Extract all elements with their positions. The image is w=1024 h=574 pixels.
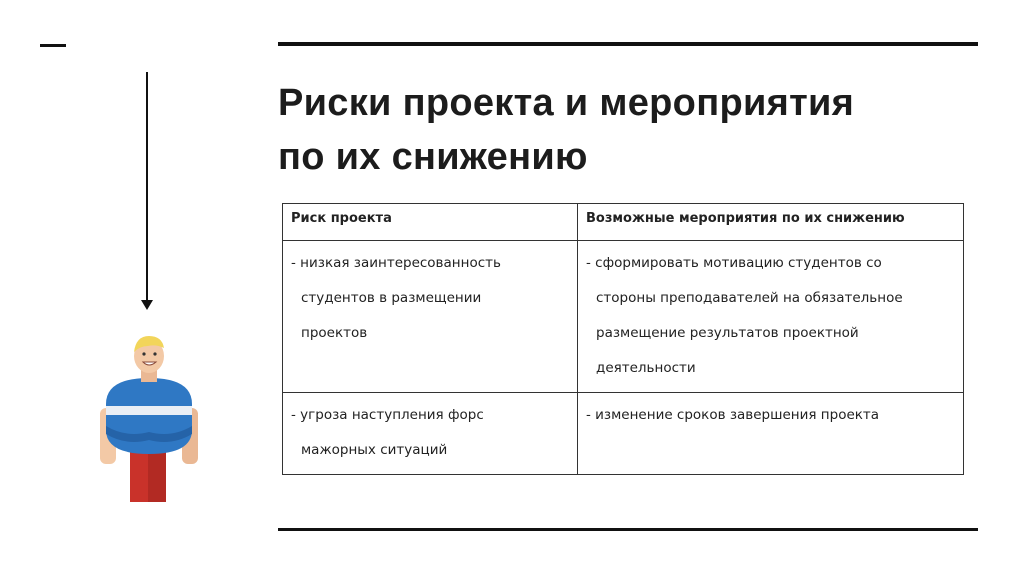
cell-text: - угроза наступления форс xyxy=(291,407,484,423)
cell-text: стороны преподавателей на обязательное xyxy=(596,290,903,306)
character-illustration xyxy=(96,334,202,506)
character-body xyxy=(106,378,192,454)
measures-cell xyxy=(578,241,964,393)
cell-text: студентов в размещении xyxy=(301,290,482,306)
title-line-1: Риски проекта и мероприятия xyxy=(278,82,855,124)
risk-cell xyxy=(283,241,578,393)
header-measures: Возможные мероприятия по их снижению xyxy=(578,204,964,241)
character-eye-left xyxy=(142,352,145,355)
cell-text: - сформировать мотивацию студентов со xyxy=(586,255,882,271)
page-title xyxy=(278,76,958,184)
table-header-row xyxy=(283,204,964,241)
measures-cell xyxy=(578,393,964,475)
bottom-divider xyxy=(278,528,978,531)
table-row xyxy=(283,393,964,475)
cell-text: - изменение сроков завершения проекта xyxy=(586,407,880,423)
title-line-2: по их снижению xyxy=(278,136,588,178)
character-eye-right xyxy=(153,352,156,355)
table-row xyxy=(283,241,964,393)
risk-cell xyxy=(283,393,578,475)
top-divider xyxy=(278,42,978,46)
cell-text: - низкая заинтересованность xyxy=(291,255,501,271)
header-risk: Риск проекта xyxy=(283,204,578,241)
down-arrow-icon xyxy=(146,72,148,304)
risks-table xyxy=(282,203,964,475)
slide-dash-mark xyxy=(40,44,66,47)
character-leg-left xyxy=(130,452,148,502)
arrow-head-icon xyxy=(141,300,153,310)
cell-text: деятельности xyxy=(596,360,696,376)
cell-text: размещение результатов проектной xyxy=(596,325,859,341)
character-leg-right xyxy=(148,452,166,502)
cell-text: проектов xyxy=(301,325,368,341)
character-shirt-stripe xyxy=(106,406,192,415)
cell-text: мажорных ситуаций xyxy=(301,442,448,458)
